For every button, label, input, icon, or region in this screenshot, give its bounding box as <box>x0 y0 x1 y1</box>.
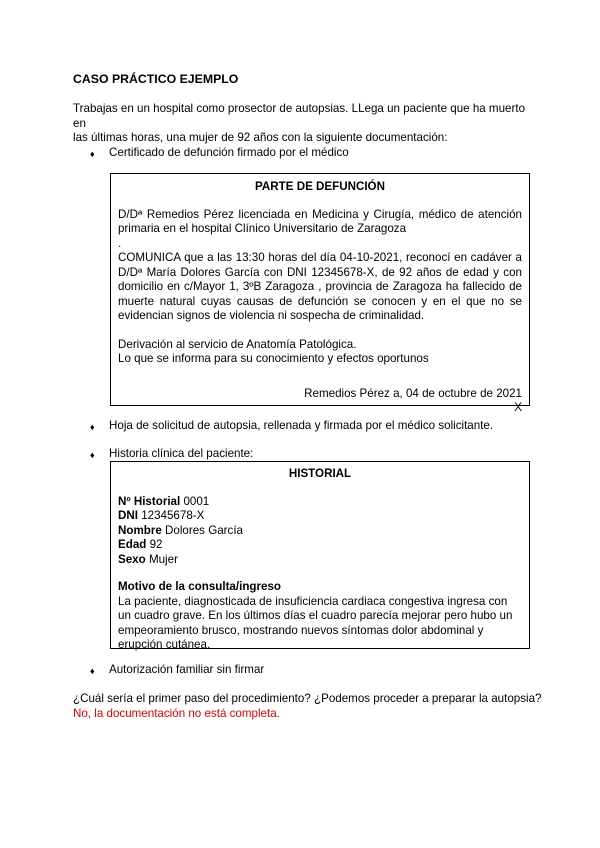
intro-line-1: Trabajas en un hospital como prosector de autopsias. LLega un paciente que ha muerto en <box>73 102 526 130</box>
clinical-history-box <box>110 461 530 649</box>
intro-paragraph <box>73 102 533 146</box>
history-motive-text: La paciente, diagnosticada de insuficiencia cardiaca congestiva ingresa con un cuadro grave. En los últimos días el cuadro parecía mejorar pero hubo un empeoramiento brusco, mostrando nuevos síntomas dolor abdominal y erupción cutánea. <box>118 594 513 651</box>
intro-line-2: las últimas horas, una mujer de 92 años con la siguiente documentación: <box>73 131 448 144</box>
answer-text: No, la documentación no está completa. <box>73 707 280 720</box>
history-field-record <box>118 495 522 510</box>
question-text: ¿Cuál sería el primer paso del procedimiento? ¿Podemos proceder a preparar la autopsia? <box>73 692 542 705</box>
history-field-name <box>118 524 522 539</box>
certificate-separator: . <box>118 236 122 250</box>
field-value: Dolores García <box>161 523 243 537</box>
death-certificate-box <box>110 173 530 414</box>
field-value: Mujer <box>145 552 178 566</box>
bullet-certificate: Certificado de defunción firmado por el médico <box>109 146 349 159</box>
certificate-heading: PARTE DE DEFUNCIÓN <box>255 180 385 193</box>
bullet-clinical-history: Historia clínica del paciente: <box>109 447 254 460</box>
history-motive-label: Motivo de la consulta/ingreso <box>118 580 281 593</box>
bullet-diamond-icon: ♦ <box>90 450 95 460</box>
certificate-mark: X <box>514 401 522 414</box>
history-field-age <box>118 538 522 553</box>
bullet-family-authorization: Autorización familiar sin firmar <box>109 663 265 676</box>
bullet-diamond-icon: ♦ <box>90 666 95 676</box>
field-label: DNI <box>118 509 138 522</box>
field-label: Sexo <box>118 552 146 566</box>
certificate-doctor-paragraph: D/Dª Remedios Pérez licenciada en Medicina y Cirugía, médico de atención primaria en el hospital Clínico Universitario de Zaragoza <box>118 207 522 235</box>
field-label: Nº Historial <box>118 494 181 508</box>
history-field-sex <box>118 553 522 568</box>
bullet-diamond-icon: ♦ <box>90 422 95 432</box>
field-value: 0001 <box>180 494 210 508</box>
bullet-diamond-icon: ♦ <box>90 149 95 159</box>
field-value: 92 <box>146 538 163 551</box>
certificate-closing: Lo que se informa para su conocimiento y efectos oportunos <box>118 352 429 365</box>
certificate-communication-paragraph: COMUNICA que a las 13:30 horas del día 04-10-2021, reconocí en cadáver a D/Dª María Dolores García con DNI 12345678-X, de 92 años de edad y con domicilio en c/Mayor 1, 3ºB Zaragoza , provincia de Zaragoza ha fallecido de muerte natural cuyas causas de defunción se conocen y en el que no se evidencian signos de violencia ni sospecha de criminalidad. <box>118 251 522 322</box>
field-value: 12345678-X <box>137 509 205 522</box>
history-heading: HISTORIAL <box>288 467 352 480</box>
field-label: Nombre <box>118 523 162 537</box>
page-title: CASO PRÁCTICO EJEMPLO <box>73 72 239 86</box>
certificate-referral: Derivación al servicio de Anatomía Patológica. <box>118 337 357 351</box>
bullet-autopsy-request: Hoja de solicitud de autopsia, rellenada y firmada por el médico solicitante. <box>109 419 494 432</box>
field-label: Edad <box>118 538 147 551</box>
history-field-dni <box>118 509 522 524</box>
certificate-signature: Remedios Pérez a, 04 de octubre de 2021 <box>304 386 522 400</box>
